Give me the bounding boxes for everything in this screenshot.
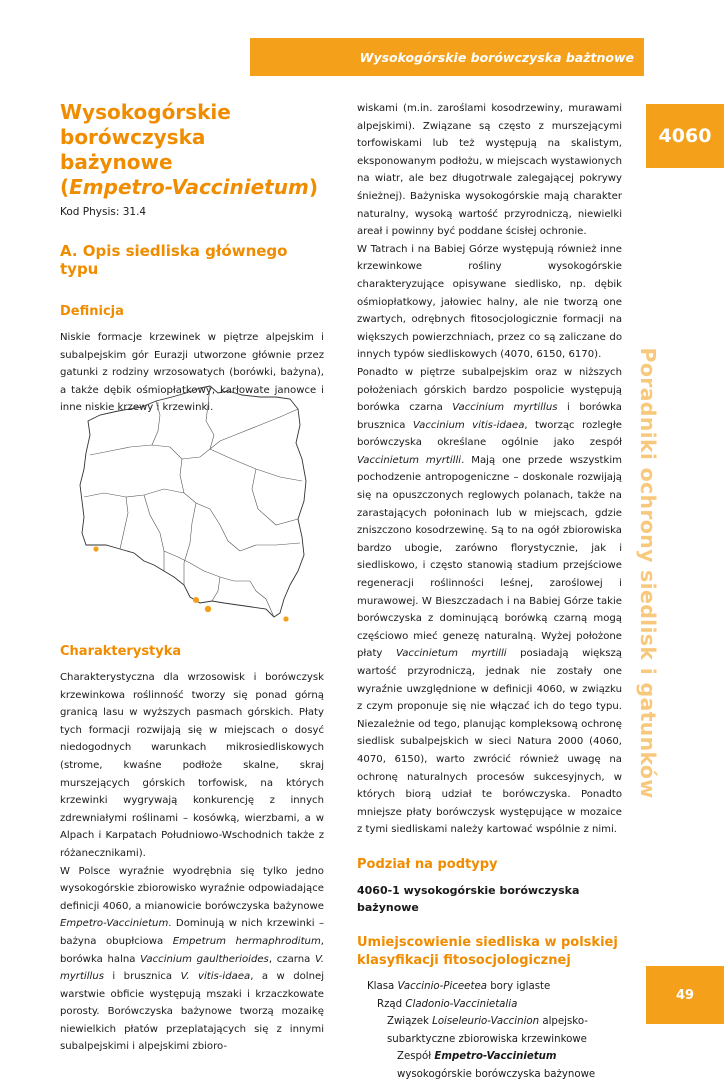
right-column [357, 100, 622, 1084]
podtyp-item: 4060-1 wysokogórskie borówczyska bażynowe [357, 883, 580, 914]
habitat-code-badge: 4060 [646, 104, 724, 168]
right-p1: wiskami (m.in. zaroślami kosodrzewiny, murawami alpejskimi). Związane są często z murszejącymi torfowiskami lub też występują na skalistym, eksponowanym podłożu, w miejscach wystawionych na wiatr, ale bez długotrwale zalegającej pokrywy śnieżnej). Bażyniska wysokogórskie mają charakter naturalny, wysoką wartość przyrodniczą, niewielki areał i powinny być poddane ścisłej ochronie. [357, 103, 622, 238]
right-p3: Ponadto w piętrze subalpejskim oraz w niższych położeniach górskich bardzo pospolicie występują borówka czarna Vaccinium myrtillus i borówka brusznica Vaccinium vitis-idaea, tworząc rozległe borówczyska określane ogólnie jako zespół Vaccinietum myrtilli. Mają one przede wszystkim pochodzenie antropogeniczne – doskonale rozwijają się na opuszczonych reglowych polanach, także na zarastających połoninach lub w miejscach, gdzie zniszczono kosodrzewinę. Są to na ogół zbiorowiska bardzo ubogie, zarówno florystycznie, jak i siedliskowo, i często stanowią stadium przejściowe regeneracji roślinności leśnej, zaroślowej i murawowej. W Bieszczadach i na Babiej Górze takie borówczyska z dominującą borówką czarną mogą częściowo mieć genezę naturalną. Wyżej położone płaty Vaccinietum myrtilli posiadają większą wartość przyrodniczą, jednak nie zostały one wyraźnie uwzględnione w definicji 4060, w związku z czym proponuje się nie włączać ich do tego typu. Niezależnie od tego, planując kompleksową ochronę siedlisk subalpejskich w sieci Natura 2000 (4060, 4070, 6150), warto zwrócić również uwagę na ochronę naturalnych procesów sukcesyjnych, w których biorą udział te borówczyska. Ponadto mniejsze płaty borówczysk występujące w mozaice z tymi siedliskami należy kartować wspólnie z nimi. [357, 366, 622, 836]
voivodeship-borders [84, 386, 302, 617]
zespol-line: Zespół Empetro-Vaccinietum wysokogórskie borówczyska bażynowe [397, 1051, 596, 1080]
page-number: 49 [646, 966, 724, 1024]
site-bieszczady [283, 616, 288, 621]
title-paren-close: ) [308, 175, 318, 199]
physis-code: Kod Physis: 31.4 [60, 206, 147, 218]
right-p2: W Tatrach i na Babiej Górze występują również inne krzewinkowe rośliny wysokogórskie charakteryzujące opisywane siedlisko, np. dębik ośmiopłatkowy, jałowiec halny, ale nie tworzą one zwartych, odrębnych fitosocjologicznie formacji na większych powierzchniach, przez co są zaliczane do innych typów siedliskowych (4070, 6150, 6170). [357, 243, 622, 361]
habitat-sites [93, 546, 288, 621]
side-title-text: Poradniki ochrony siedlisk i gatunków [636, 347, 660, 799]
charakterystyka-heading: Charakterystyka [60, 644, 182, 659]
definicja-heading: Definicja [60, 304, 124, 319]
podzial-heading: Podział na podtypy [357, 856, 498, 872]
charakterystyka-p2: W Polsce wyraźnie wyodrębnia się tylko jedno wysokogórskie zbiorowisko wyraźnie odpowiadające definicji 4060, a mianowicie borówczyska bażynowe Empetro-Vaccinietum. Dominują w nich krzewinki – bażyna obupłciowa Empetrum hermaphroditum, borówka halna Vaccinium gaultherioides, czarna V. myrtillus i brusznica V. vitis-idaea, a w dolnej warstwie obficie występują mszaki i krzaczkowate porosty. Borówczyska bażynowe tworzą mozaikę niewielkich płatów przeplatających się z innymi subalpejskimi i alpejskimi zbioro- [60, 865, 324, 1053]
poland-outline [80, 386, 306, 617]
site-babia-gora [193, 597, 199, 603]
klasa-line: Klasa Vaccinio-Piceetea bory iglaste [367, 980, 551, 992]
zwiazek-line: Związek Loiseleurio-Vaccinion alpejsko-subarktyczne zbiorowiska krzewinkowe [387, 1016, 588, 1045]
definicja-text: Niskie formacje krzewinek w piętrze alpejskim i subalpejskim gór Eurazji utworzone głównie przez gatunki z rodziny wrzosowatych (borówki, bażyna), a także dębik ośmiopłatkowy, karłowate janowce i inne niskie krzewy i krzewinki. [60, 332, 324, 414]
title-paren-open: ( [60, 175, 70, 199]
section-a-heading: A. Opis siedliska głównego typu [60, 242, 288, 278]
title-line-2: borówczyska bażynowe [60, 125, 206, 174]
running-header [250, 38, 644, 76]
running-title: Wysokogórskie borówczyska bażtnowe [359, 49, 634, 65]
site-tatry [205, 606, 211, 612]
side-title [628, 347, 668, 799]
site-karkonosze [93, 546, 98, 551]
charakterystyka-section [60, 644, 324, 1056]
distribution-map [60, 385, 324, 625]
left-column [60, 100, 324, 417]
rzad-line: Rząd Cladonio-Vaccinietalia [377, 998, 518, 1010]
charakterystyka-p1: Charakterystyczna dla wrzosowisk i borówczysk krzewinkowa roślinność tworzy się ponad górną granicą lasu w wyższych pasmach górskich. Płaty tych formacji rozwijają się w miejscach o dosyć niedogodnych warunkach mikrosiedliskowych (strome, kwaśne podłoże skalne, skraj murszejących górskich torfowisk, na których krzewinki wygrywają konkurencję z innych zdrewniałymi roślinami – kosówką, wierzbami, a w Alpach i Karpatach Południowo-Wschodnich także z różanecznikami). [60, 672, 324, 859]
title-latin: Empetro-Vaccinietum [69, 175, 309, 199]
title-line-1: Wysokogórskie [60, 100, 231, 124]
umiejscowienie-heading: Umiejscowienie siedliska w polskiej klasyfikacji fitosocjologicznej [357, 934, 618, 968]
page-title [60, 100, 324, 200]
